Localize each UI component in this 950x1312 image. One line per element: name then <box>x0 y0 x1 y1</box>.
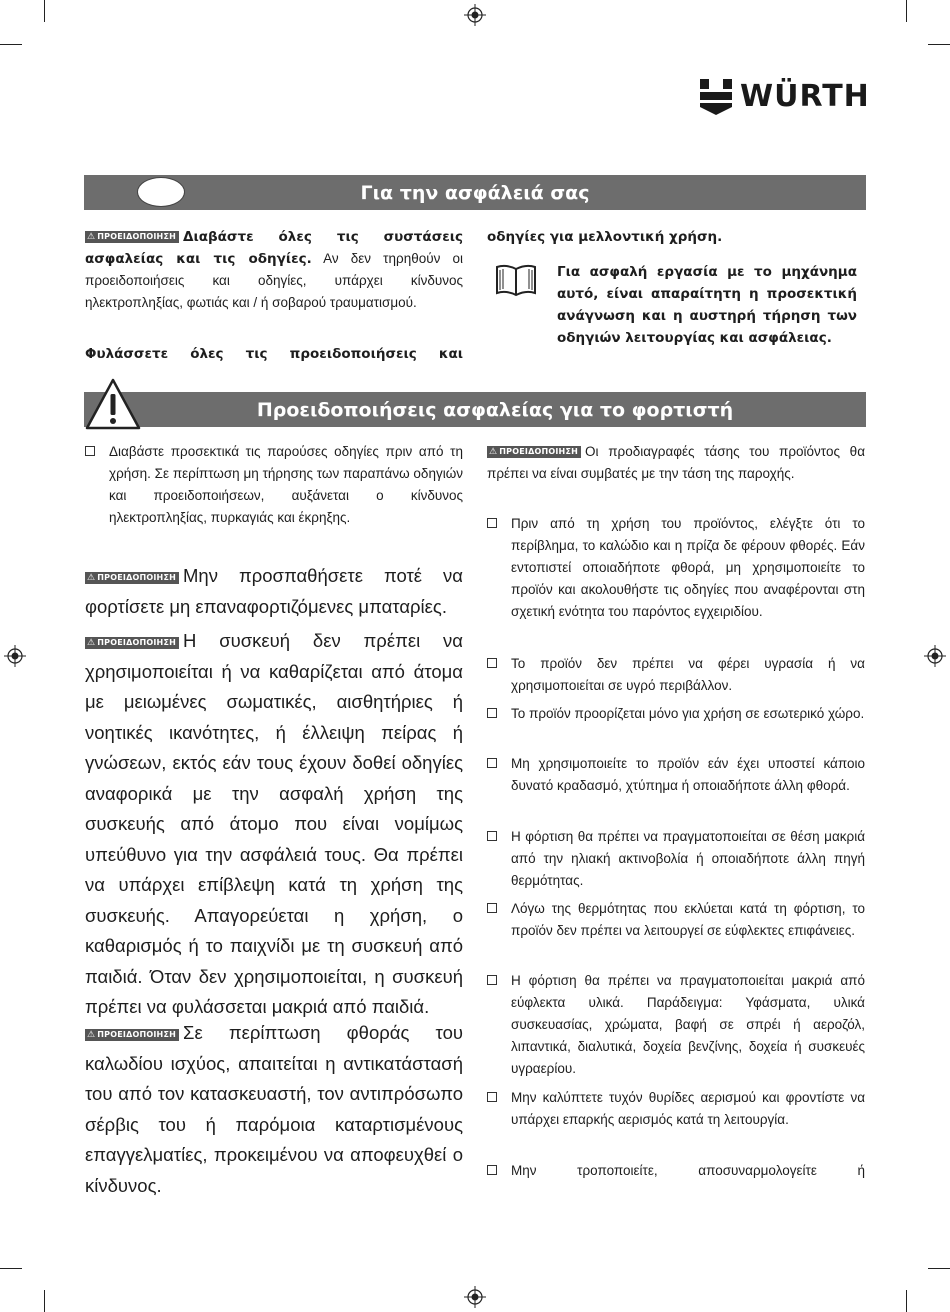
crop-mark <box>44 0 45 22</box>
list-item: Το προϊόν προορίζεται μόνο για χρήση σε εσωτερικό χώρο. <box>487 703 865 725</box>
book-note: Για ασφαλή εργασία με το μηχάνημα αυτό, είναι απαραίτητη η προσεκτική ανάγνωση και η αυστηρή τήρηση των οδηγιών λειτουργίας και ασφάλειας. <box>557 264 857 346</box>
checkbox-bullet-icon <box>487 975 497 985</box>
keep-instructions-1: Φυλάσσετε όλες τις προειδοποιήσεις και <box>85 346 463 362</box>
checkbox-bullet-icon <box>487 518 497 528</box>
list-item: Μη χρησιμοποιείτε το προϊόν εάν έχει υποστεί κάποιο δυνατό κραδασμό, χτύπημα ή οποιαδήποτε άλλη φθορά. <box>487 753 865 797</box>
voltage-warning: ⚠ ΠΡΟΕΙΔΟΠΟΙΗΣΗ Οι προδιαγραφές τάσης του προϊόντος θα πρέπει να είναι συμβατές με την τάση της παροχής. <box>487 441 865 485</box>
language-oval-icon <box>137 177 185 207</box>
registration-mark-icon <box>464 4 486 26</box>
registration-mark-icon <box>4 645 26 667</box>
wurth-logo-icon <box>700 79 732 115</box>
logo-text: WÜRTH <box>740 79 870 114</box>
crop-mark <box>0 1268 22 1269</box>
list-item: Λόγω της θερμότητας που εκλύεται κατά τη φόρτιση, το προϊόν δεν πρέπει να λειτουργεί σε εύφλεκτες επιφάνειες. <box>487 898 865 942</box>
wurth-logo <box>700 79 870 115</box>
section-title-text: Για την ασφάλειά σας <box>360 181 590 204</box>
checkbox-bullet-icon <box>85 446 95 456</box>
warning-icon: ⚠ <box>87 638 96 648</box>
manual-book-icon <box>495 263 537 299</box>
warning-badge: ⚠ ΠΡΟΕΙΔΟΠΟΙΗΣΗ <box>85 231 179 243</box>
crop-mark <box>44 1290 45 1312</box>
checkbox-bullet-icon <box>487 1092 497 1102</box>
warning-badge: ⚠ ΠΡΟΕΙΔΟΠΟΙΗΣΗ <box>85 637 179 649</box>
checkbox-bullet-icon <box>487 1165 497 1175</box>
crop-mark <box>906 0 907 22</box>
checkbox-bullet-icon <box>487 903 497 913</box>
intro-bold: Διαβάστε όλες τις συστάσεις ασφαλείας και τις οδηγίες. <box>85 229 463 267</box>
checkbox-bullet-icon <box>487 831 497 841</box>
checkbox-bullet-icon <box>487 758 497 768</box>
warning-icon: ⚠ <box>87 573 96 583</box>
registration-mark-icon <box>924 645 946 667</box>
section-title-text: Προειδοποιήσεις ασφαλείας για το φορτιστή <box>256 398 734 421</box>
section-title-charger-warnings <box>84 392 866 427</box>
section-title-safety <box>84 175 866 210</box>
warning-badge: ⚠ ΠΡΟΕΙΔΟΠΟΙΗΣΗ <box>85 1029 179 1041</box>
crop-mark <box>928 1268 950 1269</box>
crop-mark <box>0 44 22 45</box>
keep-instructions-2: οδηγίες για μελλοντική χρήση. <box>487 229 723 245</box>
list-item: Η φόρτιση θα πρέπει να πραγματοποιείται σε θέση μακριά από την ηλιακή ακτινοβολία ή οποιαδήποτε άλλη πηγή θερμότητας. <box>487 826 865 892</box>
list-item: Μην καλύπτετε τυχόν θυρίδες αερισμού και φροντίστε να υπάρχει επαρκής αερισμός κατά τη λειτουργία. <box>487 1087 865 1131</box>
warning-badge: ⚠ ΠΡΟΕΙΔΟΠΟΙΗΣΗ <box>85 572 179 584</box>
list-item: Η φόρτιση θα πρέπει να πραγματοποιείται μακριά από εύφλεκτα υλικά. Παράδειγμα: Υφάσματα, υλικά συσκευασίας, χρώματα, βαφή σε σπρέι ή αεροζόλ, λιπαντικά, διαλυτικά, δοχεία βενζίνης, δοχεία ή συσκευές υγραερίου. <box>487 970 865 1080</box>
registration-mark-icon <box>464 1286 486 1308</box>
warning-paragraph: ⚠ ΠΡΟΕΙΔΟΠΟΙΗΣΗ Η συσκευή δεν πρέπει να χρησιμοποιείται ή να καθαρίζεται από άτομα με μειωμένες σωματικές, αισθητήριες ή νοητικές ικανότητες, ή έλλειψη πείρας ή γνώσεων, εκτός εάν τους έχουν δοθεί οδηγίες αναφορικά με την ασφαλή χρήση της συσκευής από άτομο που είναι νομίμως υπεύθυνο για την ασφάλειά τους. Θα πρέπει να υπάρχει επίβλεψη κατά τη χρήση της συσκευής. Απαγορεύεται η χρήση, ο καθαρισμός ή το παιχνίδι με τη συσκευή από παιδιά. Όταν δεν χρησιμοποιείται, η συσκευή πρέπει να φυλάσσεται μακριά από παιδιά. <box>85 630 463 1017</box>
warning-paragraph: ⚠ ΠΡΟΕΙΔΟΠΟΙΗΣΗ Μην προσπαθήσετε ποτέ να φορτίσετε μη επαναφορτιζόμενες μπαταρίες. <box>85 565 463 617</box>
list-item: Διαβάστε προσεκτικά τις παρούσες οδηγίες πριν από τη χρήση. Σε περίπτωση μη τήρησης των παραπάνω οδηγιών και προειδοποιήσεων, αυξάνεται ο κίνδυνος ηλεκτροπληξίας, πυρκαγιάς και έκρηξης. <box>85 441 463 529</box>
warning-icon: ⚠ <box>87 232 96 242</box>
warning-paragraph: ⚠ ΠΡΟΕΙΔΟΠΟΙΗΣΗ Σε περίπτωση φθοράς του καλωδίου ισχύος, απαιτείται η αντικατάστασή του από τον κατασκευαστή, τον αντιπρόσωπο σέρβις του ή παρόμοια καταρτισμένους επαγγελματίες, προκειμένου να αποφευχθεί ο κίνδυνος. <box>85 1022 463 1196</box>
warning-badge: ⚠ ΠΡΟΕΙΔΟΠΟΙΗΣΗ <box>487 446 581 458</box>
intro-text: Αν δεν τηρηθούν οι προειδοποιήσεις και οδηγίες, υπάρχει κίνδυνος ηλεκτροπληξίας, φωτιάς και / ή σοβαρού τραυματισμού. <box>85 251 463 310</box>
warning-icon: ⚠ <box>87 1030 96 1040</box>
checkbox-bullet-icon <box>487 658 497 668</box>
intro-paragraph <box>85 226 463 314</box>
crop-mark <box>906 1290 907 1312</box>
list-item: Μην τροποποιείτε, αποσυναρμολογείτε ή <box>487 1160 865 1182</box>
warning-icon: ⚠ <box>489 447 498 457</box>
checkbox-bullet-icon <box>487 708 497 718</box>
list-item: Το προϊόν δεν πρέπει να φέρει υγρασία ή να χρησιμοποιείται σε υγρό περιβάλλον. <box>487 653 865 697</box>
list-item: Πριν από τη χρήση του προϊόντος, ελέγξτε ότι το περίβλημα, το καλώδιο και η πρίζα δε φέρουν φθορές. Εάν εντοπιστεί οποιαδήποτε φθορά, μη χρησιμοποιείτε το προϊόν και ακολουθήστε τις οδηγίες που αναφέρονται στη σχετική ενότητα του παρόντος εγχειριδίου. <box>487 513 865 623</box>
crop-mark <box>928 44 950 45</box>
warning-triangle-icon <box>84 377 142 431</box>
